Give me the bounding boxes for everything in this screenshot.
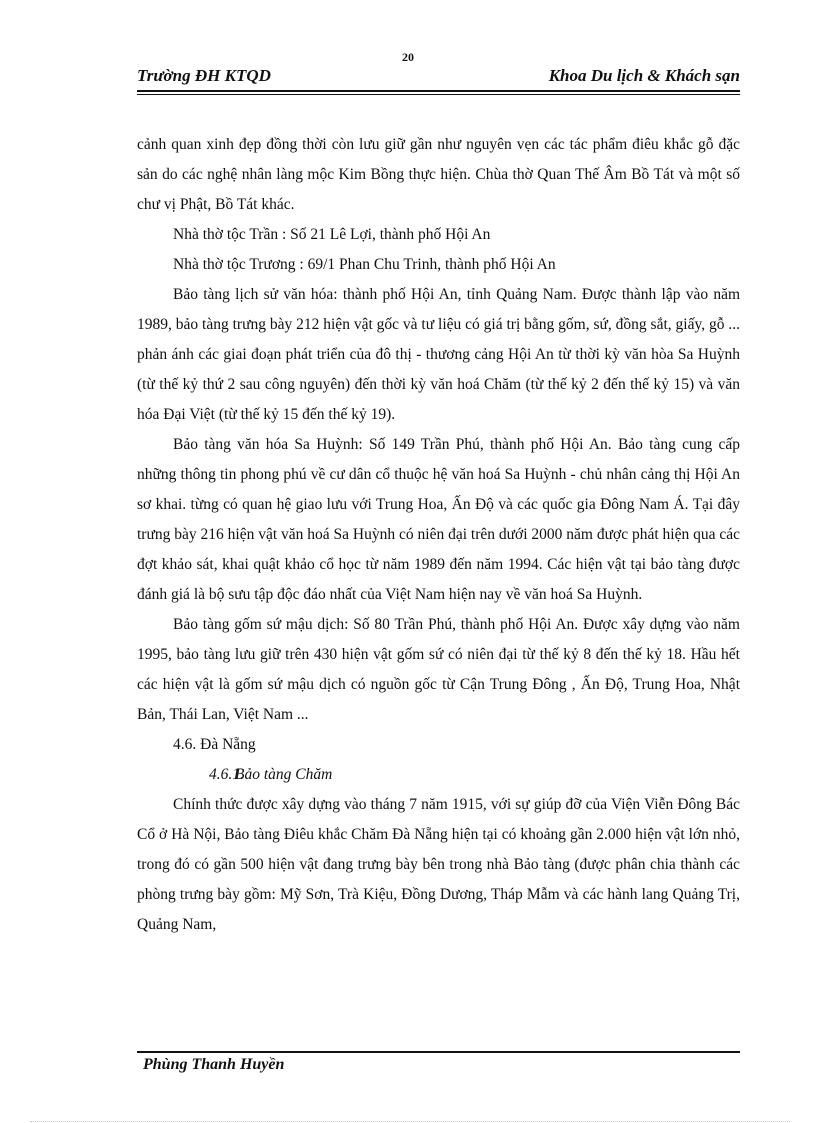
paragraph-bao-tang-sa-huynh: Bảo tàng văn hóa Sa Huỳnh: Số 149 Trần Phú, thành phố Hội An. Bảo tàng cung cấp những thông tin phong phú về cư dân cổ thuộc hệ văn hoá Sa Huỳnh - chủ nhân cảng thị Hội An sơ khai. từng có quan hệ giao lưu với Trung Hoa, Ấn Độ và các quốc gia Đông Nam Á. Tại đây trưng bày 216 hiện vật văn hoá Sa Huỳnh có niên đại trên dưới 2000 năm được phát hiện qua các đợt khảo sát, khai quật khảo cổ học từ năm 1989 đến năm 1994. Các hiện vật tại bảo tàng được đánh giá là bộ sưu tập độc đáo nhất của Việt Nam hiện nay về văn hoá Sa Huỳnh. — [137, 436, 740, 603]
header-university: Trường ĐH KTQD — [137, 66, 271, 85]
paragraph-bao-tang-lich-su: Bảo tàng lịch sử văn hóa: thành phố Hội An, tỉnh Quảng Nam. Được thành lập vào năm 1989, bảo tàng trưng bày 212 hiện vật gốc và tư liệu có giá trị bằng gốm, sứ, đồng sắt, giấy, gỗ ... phản ánh các giai đoạn phát triển của đô thị - thương cảng Hội An từ thời kỳ văn hòa Sa Huỳnh (từ thế kỷ thứ 2 sau công nguyên) đến thời kỳ văn hoá Chăm (từ thế kỷ 2 đến thế kỷ 15) và văn hóa Đại Việt (từ thế kỷ 15 đến thế kỷ 19). — [137, 286, 740, 423]
document-body — [137, 130, 740, 940]
paragraph-bao-tang-gom-su: Bảo tàng gốm sứ mậu dịch: Số 80 Trần Phú, thành phố Hội An. Được xây dựng vào năm 1995, bảo tàng lưu giữ trên 430 hiện vật gốm sứ có niên đại từ thế kỷ 8 đến thế kỷ 18. Hầu hết các hiện vật là gốm sứ mậu dịch có nguồn gốc từ Cận Trung Đông , Ấn Độ, Trung Hoa, Nhật Bản, Thái Lan, Việt Nam ... — [137, 616, 740, 723]
paragraph-nha-tho-toc-tran: Nhà thờ tộc Trần : Số 21 Lê Lợi, thành phố Hội An — [173, 226, 491, 243]
page-header — [137, 66, 740, 90]
footer-author: Phùng Thanh Huyền — [143, 1056, 285, 1073]
footer-rule — [137, 1051, 740, 1053]
page-bottom-border — [30, 1121, 790, 1122]
subsection-title: Bảo tàng Chăm — [235, 766, 333, 783]
paragraph-continuation: cảnh quan xinh đẹp đồng thời còn lưu giữ gần như nguyên vẹn các tác phẩm điêu khắc gỗ đặc sản do các nghệ nhân làng mộc Kim Bồng thực hiện. Chùa thờ Quan Thế Âm Bồ Tát và một số chư vị Phật, Bồ Tát khác. — [137, 136, 740, 213]
header-rule-thin — [137, 94, 740, 95]
paragraph-nha-tho-toc-truong: Nhà thờ tộc Trương : 69/1 Phan Chu Trinh, thành phố Hội An — [173, 256, 556, 273]
subsection-number: 4.6.1. — [209, 766, 244, 783]
subsection-heading — [137, 760, 740, 790]
paragraph-bao-tang-cham: Chính thức được xây dựng vào tháng 7 năm 1915, với sự giúp đỡ của Viện Viễn Đông Bác Cổ ở Hà Nội, Bảo tàng Điêu khắc Chăm Đà Nẵng hiện tại có khoảng gần 2.000 hiện vật lớn nhỏ, trong đó có gần 500 hiện vật đang trưng bày bên trong nhà Bảo tàng (được phân chia thành các phòng trưng bày gồm: Mỹ Sơn, Trà Kiệu, Đồng Dương, Tháp Mẫm và các hành lang Quảng Trị, Quảng Nam, — [137, 796, 740, 933]
section-heading-da-nang: 4.6. Đà Nẵng — [173, 736, 256, 753]
header-rule — [137, 90, 740, 92]
header-faculty: Khoa Du lịch & Khách sạn — [548, 66, 740, 85]
page-number: 20 — [402, 50, 414, 64]
